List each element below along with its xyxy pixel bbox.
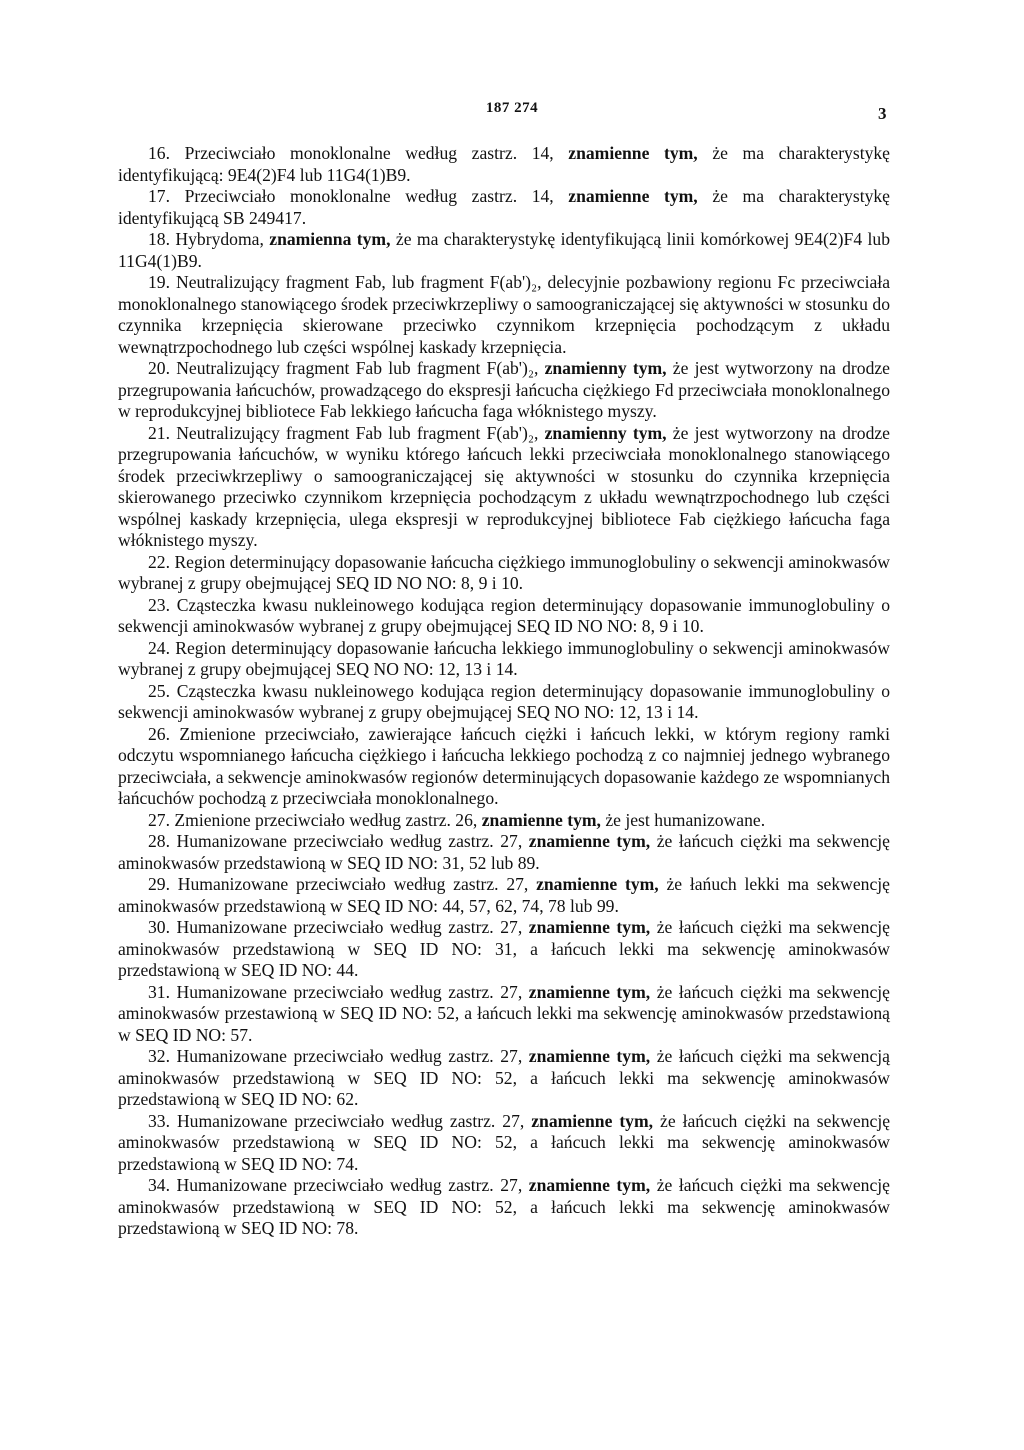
claim-bold-phrase: znamienne tym, [536, 874, 659, 894]
claim-text: Humanizowane przeciwciało według zastrz. 27, [176, 1175, 523, 1195]
claim-text: Zmienione przeciwciało, zawierające łańcuch ciężki i łańcuch lekki, w którym regiony ramki odczytu wspomnianego łańcucha ciężkiego i łańcucha lekkiego pochodzą z co najmniej jednego wybranego przeciwciała, a sekwencje aminokwasów regionów determinujących dopasowanie każdego ze wspomnianych łańcuchów pochodzą z przeciwciała monoklonalnego. [118, 723, 890, 808]
claim-paragraph [118, 638, 890, 681]
claim-text: Cząsteczka kwasu nukleinowego kodująca region determinujący dopasowanie immunoglobuliny o sekwencji aminokwasów wybranej z grupy obejmującej SEQ NO NO: 12, 13 i 14. [118, 680, 890, 722]
claim-paragraph [118, 229, 890, 272]
claim-number: 22. [148, 551, 170, 572]
claim-text: Neutralizujący fragment Fab, lub fragment F(ab')₂, delecyjnie pozbawiony regionu Fc przeciwciała monoklonalnego stanowiącego środek przeciwkrzepliwy o samoograniczającej się aktywności w stosunku do czynnika krzepnięcia skierowane przeciwko czynnikom krzepnięcia pochodzącym z układu wewnątrzpochodnego lub części wspólnej kaskady krzepnięcia. [118, 272, 891, 357]
claim-text-continued: że łańuch lekki ma sekwencję aminokwasów przedstawioną w SEQ ID NO: 44, 57, 62, 74, 78 lub 99. [118, 874, 890, 916]
claim-paragraph [118, 358, 890, 423]
claim-paragraph [118, 1111, 890, 1176]
claim-paragraph [118, 874, 890, 917]
claim-paragraph [118, 810, 890, 832]
claim-text-continued: że łańcuch ciężki ma sekwencją aminokwasów przedstawioną w SEQ ID NO: 52, a łańcuch lekki ma sekwencję aminokwasów przedstawioną w SEQ ID NO: 62. [118, 1046, 890, 1109]
claim-bold-phrase: znamienne tym, [568, 186, 698, 206]
claim-text: Hybrydoma, [175, 229, 264, 249]
claim-bold-phrase: znamienne tym, [528, 1046, 651, 1066]
claim-text-continued: że ma charakterystykę identyfikującą: 9E4(2)F4 lub 11G4(1)B9. [118, 143, 890, 185]
claim-number: 33. [148, 1110, 170, 1131]
claim-text: Region determinujący dopasowanie łańcucha ciężkiego immunoglobuliny o sekwencji aminokwasów wybranej z grupy obejmującej SEQ ID NO NO: 8, 9 i 10. [118, 551, 890, 593]
claim-text: Przeciwciało monoklonalne według zastrz. 14, [184, 186, 554, 206]
claim-number: 20. [148, 358, 170, 378]
claim-number: 16. [148, 143, 170, 163]
claim-paragraph [118, 1175, 890, 1240]
claim-paragraph [118, 143, 890, 186]
claim-number: 28. [148, 831, 170, 851]
claim-paragraph [118, 831, 890, 874]
claim-text: Neutralizujący fragment Fab lub fragment F(ab')₂, [176, 358, 539, 378]
claim-paragraph [118, 724, 890, 810]
claim-number: 24. [148, 637, 170, 658]
claim-paragraph [118, 681, 890, 724]
claim-text: Humanizowane przeciwciało według zastrz. 27, [176, 981, 523, 1002]
claim-text-continued: że łańcuch ciężki na sekwencję aminokwasów przedstawioną w SEQ ID NO: 52, a łańcuch lekki ma sekwencję aminokwasów przedstawioną w SEQ ID NO: 74. [118, 1110, 891, 1174]
claim-bold-phrase: znamienny tym, [544, 422, 667, 443]
claim-bold-phrase: znamienne tym, [528, 917, 651, 937]
claim-number: 34. [148, 1175, 170, 1195]
claim-number: 29. [148, 874, 170, 894]
claim-number: 23. [148, 594, 170, 615]
page-number: 3 [878, 104, 887, 123]
claim-bold-phrase: znamienne tym, [528, 831, 651, 851]
claim-text: Humanizowane przeciwciało według zastrz. 27, [176, 1110, 525, 1131]
claim-paragraph [118, 1046, 890, 1111]
claim-paragraph [118, 552, 890, 595]
claim-number: 19. [148, 272, 170, 292]
claim-number: 18. [148, 229, 170, 249]
claim-bold-phrase: znamienne tym, [528, 1175, 651, 1195]
claim-text: Cząsteczka kwasu nukleinowego kodująca region determinujący dopasowanie immunoglobuliny o sekwencji aminokwasów wybranej z grupy obejmującej SEQ ID NO NO: 8, 9 i 10. [118, 594, 890, 636]
claim-text-continued: że jest wytworzony na drodze przegrupowania łańcuchów, prowadzącego do ekspresji łańcucha ciężkiego Fd przeciwciała monoklonalnego w reprodukcyjnej bibliotece Fab lekkiego łańcucha faga włóknistego myszy. [118, 358, 890, 421]
claim-paragraph [118, 595, 890, 638]
claim-paragraph [118, 982, 890, 1047]
claim-bold-phrase: znamienna tym, [269, 229, 391, 249]
claim-bold-phrase: znamienne tym, [528, 981, 651, 1002]
claim-text-continued: że łańcuch ciężki ma sekwencję aminokwasów przestawioną w SEQ ID NO: 52, a łańcuch lekki ma sekwencję aminokwasów przedstawioną w SEQ ID NO: 57. [118, 981, 890, 1045]
claim-text: Humanizowane przeciwciało według zastrz. 27, [177, 874, 529, 894]
claim-text-continued: że łańcuch ciężki ma sekwencję aminokwasów przedstawioną w SEQ ID NO: 31, a łańcuch lekki ma sekwencję aminokwasów przedstawioną w SEQ ID NO: 44. [118, 917, 890, 980]
claim-text: Neutralizujący fragment Fab lub fragment F(ab')₂, [176, 422, 539, 443]
claim-text: Humanizowane przeciwciało według zastrz. 27, [176, 1046, 523, 1066]
claim-text-continued: że jest wytworzony na drodze przegrupowania łańcuchów, w wyniku którego łańcuch lekki przeciwciała monoklonalnego stanowiącego środek przeciwkrzepliwy o samoograniczającej się aktywności w stosunku do czynnika krzepnięcia skierowanego przeciwko czynnikom krzepnięcia pochodzącym z układu wewnątrzpochodnego lub części wspólnej kaskady krzepnięcia, ulega ekspresji w reprodukcyjnej bibliotece Fab ciężkiego łańcucha faga włóknistego myszy. [118, 422, 890, 550]
claim-number: 17. [148, 186, 170, 206]
claim-text-continued: że ma charakterystykę identyfikującą linii komórkowej 9E4(2)F4 lub 11G4(1)B9. [118, 229, 890, 271]
claim-paragraph [118, 917, 890, 982]
claim-text-continued: że ma charakterystykę identyfikującą SB 249417. [118, 186, 890, 228]
claim-number: 32. [148, 1046, 170, 1066]
claim-paragraph [118, 423, 890, 552]
claim-text: Humanizowane przeciwciało według zastrz. 27, [176, 917, 523, 937]
claims-list [118, 143, 890, 1240]
claim-number: 30. [148, 917, 170, 937]
document-number: 187 274 [485, 100, 539, 116]
claim-number: 25. [148, 680, 170, 701]
claim-text: Region determinujący dopasowanie łańcucha lekkiego immunoglobuliny o sekwencji aminokwasów wybranej z grupy obejmującej SEQ NO NO: 12, 13 i 14. [118, 637, 891, 679]
claim-text: Zmienione przeciwciało według zastrz. 26, [174, 809, 478, 830]
claim-paragraph [118, 186, 890, 229]
claim-bold-phrase: znamienne tym, [531, 1110, 654, 1131]
claim-number: 27. [148, 809, 170, 830]
claim-number: 21. [148, 422, 170, 443]
claim-bold-phrase: znamienne tym, [481, 809, 601, 830]
claim-text-continued: że jest humanizowane. [605, 809, 766, 830]
claim-paragraph [118, 272, 890, 358]
claim-text-continued: że łańcuch ciężki ma sekwencję aminokwasów przedstawioną w SEQ ID NO: 31, 52 lub 89. [118, 831, 890, 873]
claim-bold-phrase: znamienny tym, [544, 358, 667, 378]
claim-text: Humanizowane przeciwciało według zastrz. 27, [176, 831, 523, 851]
claim-number: 26. [148, 723, 170, 744]
claim-number: 31. [148, 981, 170, 1002]
claim-text: Przeciwciało monoklonalne według zastrz. 14, [184, 143, 554, 163]
claim-bold-phrase: znamienne tym, [568, 143, 698, 163]
claim-text-continued: że łańcuch ciężki ma sekwencję aminokwasów przedstawioną w SEQ ID NO: 52, a łańcuch lekki ma sekwencję aminokwasów przedstawioną w SEQ ID NO: 78. [118, 1175, 890, 1238]
